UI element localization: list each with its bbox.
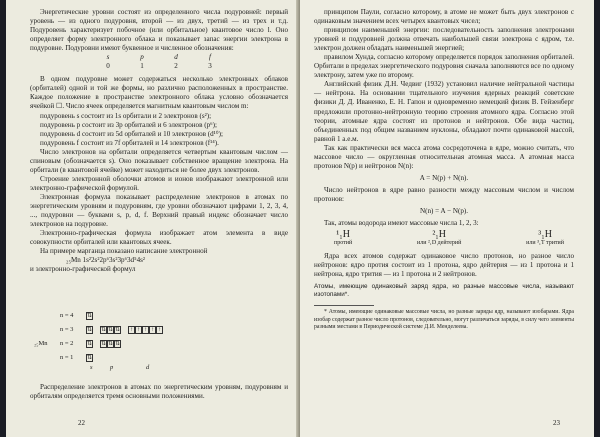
equation: N(n) = A − N(p). (420, 206, 468, 215)
list-item: подуровень s состоит из 1s орбитали и 2 электронов (s²); (40, 111, 212, 120)
orbital-cell: ⇅ (87, 327, 93, 333)
paragraph: Так, атомы водорода имеют массовые числа 1, 2, 3: (324, 219, 479, 228)
isotope-caption: или ³₁T тритий (526, 240, 564, 247)
sublevel-letter: f (209, 53, 211, 62)
isotope (334, 230, 352, 248)
paragraph: Электронная формула показывает распределение электронов в атомах по энергетическим уровням и подуровням, где уровни обозначают цифрами 1, 2, 3, 4, ..., подуровни — буквами s, p, d, f. Верхний правый индекс обозначает число электронов на подуровне. (30, 192, 288, 229)
list-item: подуровень f состоит из 7f орбиталей и 14 электронов (f¹⁴). (40, 138, 219, 147)
isotope-note: Атомы, имеющие одинаковый заряд ядра, но разные массовые числа, называют изотопами*. (314, 283, 574, 299)
sublevel-number: 2 (174, 62, 178, 71)
paragraph: В одном подуровне может содержаться несколько электронных облаков (орбиталей) одной и той же формы, но различно расположенных в пространстве. Каждое положение в пространстве электронного облака условно обозначается ячейкой ☐. Число ячеек определяется магнитным квантовым числом m: (30, 75, 288, 111)
sublevel-number: 3 (208, 62, 212, 71)
sublevel-letters (30, 53, 288, 62)
sublevel-label: s (90, 364, 93, 371)
sublevel-number: 1 (140, 62, 144, 71)
right-column (314, 8, 574, 331)
sublevel-letter: d (174, 53, 178, 62)
paragraph: и электронно-графической формул (30, 265, 136, 274)
sublevel-letter: p (140, 53, 144, 62)
paragraph: Ядра всех атомов содержат одинаковое число протонов, но разное число нейтронов: ядро протия состоит из 1 протона, ядро дейтерия — из 1 протона и 1 нейтрона, ядро трития — из 1 протона и 2 нейтронов. (314, 252, 574, 279)
orbital-cell: ⇅ (115, 327, 121, 333)
paragraph: На примере марганца показано написание электронной (40, 247, 208, 256)
isotope-caption: протий (334, 240, 353, 247)
isotope-symbol: ³₁H (538, 229, 552, 241)
orbital-cell: ↑ (130, 327, 133, 333)
page-number: 23 (553, 419, 560, 427)
list-item: подуровень d состоит из 5d орбиталей и 10 электронов (d¹⁰); (40, 129, 223, 138)
paragraph: правилом Хунда, согласно которому определяется порядок заполнения орбиталей. Орбитали в пределах энергетического подуровня сначала заполняются все по одному электрону, затем уже по второму. (314, 53, 574, 80)
equation: A = N(p) + N(n). (419, 173, 469, 182)
isotope (417, 230, 461, 248)
paragraph: Число электронов на орбитали определяется четвертым квантовым числом — спиновым (обозначается s). Оно показывает собственное вращение электрона. На орбитали (в квантовой ячейке) может находиться не более двух электронов. (30, 147, 288, 174)
footnote: * Атомы, имеющие одинаковые массовые числа, но разные заряды ядр, называют изобарами. Ядра изобар содержат разное число протонов, следовательно, могут различаться заряды, в силу чего элементы разными местами в Периодической системе Д.И. Менделеева. (314, 309, 574, 330)
paragraph: Электронно-графическая формула изображает атом элемента в виде совокупности орбиталей или квантовых ячеек. (30, 229, 288, 247)
sublevel-label: d (146, 364, 150, 371)
isotope-symbol: ²₁H (432, 229, 447, 241)
left-page (6, 0, 301, 437)
isotope-symbol: ¹₁H (336, 229, 350, 241)
sublevel-label: p (110, 364, 114, 371)
isotope-caption: или ²₁D дейтерий (417, 240, 462, 247)
sublevel-number: 0 (106, 62, 110, 71)
left-column (30, 8, 288, 274)
orbital-cell: ⇅ (87, 341, 93, 347)
orbital-cell: ↑ (137, 327, 140, 333)
list-item: подуровень p состоит из 3p орбиталей и 6 электронов (p⁶); (40, 120, 217, 129)
paragraph: принципом наименьшей энергии: последовательность заполнения электронами уровней и подуровней должна отвечать наибольшей связи электрона с ядром, т.е. электрон должен обладать наименьшей энергией; (314, 26, 574, 53)
orbital-cell: ⇅ (115, 341, 121, 347)
paragraph: Так как практически вся масса атома сосредоточена в ядре, можно считать, что массовое число — округленная относительная атомная масса. А атомная масса протонов N(p) и нейтронов N(n): (314, 143, 574, 170)
orbital-diagram (34, 312, 266, 376)
orbital-cell: ⇅ (108, 327, 114, 333)
orbital-cell: ⇅ (101, 327, 107, 333)
diagram-element: ₂₅Mn (34, 340, 48, 347)
level-label: n = 1 (60, 354, 74, 361)
level-label: n = 4 (60, 312, 74, 319)
isotope (526, 230, 564, 248)
orbital-cell: ⇅ (87, 313, 93, 319)
left-bottom (30, 383, 288, 401)
paragraph: Распределение электронов в атомах по энергетическим уровням, подуровням и орбиталям определяется тремя основными положениями. (30, 383, 288, 401)
paragraph: Энергетические уровни состоят из определенного числа подуровней: первый уровень — из одного подуровня, второй — из двух, третий — из трех и т.д. Подуровень характеризует побочное (или орбитальное) квантовое число l. Оно определяет форму электронного облака и показывает запас энергии электрона в подуровне. Подуровни имеют буквенное и численное обозначения: (30, 8, 288, 53)
isotope-row (334, 230, 564, 248)
orbital-cell: ↑ (158, 327, 161, 333)
paragraph: Строение электронной оболочки атомов и ионов изображают электронной или электронно-графической формулой. (30, 174, 288, 192)
footnote-rule (314, 305, 374, 306)
page-number: 22 (78, 419, 85, 427)
paragraph: Число нейтронов в ядре равно разности между массовым числом и числом протонов: (314, 185, 574, 203)
level-label: n = 2 (60, 340, 74, 347)
electron-formula: ₂₅Mn 1s²2s²2p⁶3s²3p⁶3d⁵4s² (66, 256, 146, 265)
sublevel-numbers (30, 62, 288, 71)
orbital-cell: ⇅ (101, 341, 107, 347)
sublevel-letter: s (106, 53, 110, 62)
paragraph: Английский физик Д.Н. Чедвиг (1932) установил наличие нейтральной частицы — нейтрона. На основании тщательного изучения ядерных реакций советские физики Д. Д. Иваненко, Е. Н. Гапон и одновременно немецкий физик В. Гейзенберг предложили протонно-нейтронную теорию строения атомного ядра. Согласно этой теории, атомные ядра состоят из протонов и нейтронов. Обе вида частиц, объединенных под общим названием нуклоны, обладают почти одинаковой массой, равной 1 а.е.м. (314, 80, 574, 143)
right-page (300, 0, 594, 437)
paragraph: принципом Паули, согласно которому, в атоме не может быть двух электронов с одинаковым значением всех четырех квантовых чисел; (314, 8, 574, 26)
orbital-cell: ⇅ (108, 341, 114, 347)
orbital-cell: ⇅ (87, 355, 93, 361)
level-label: n = 3 (60, 326, 74, 333)
orbital-cell: ↑ (144, 327, 147, 333)
orbital-cell: ↑ (151, 327, 154, 333)
